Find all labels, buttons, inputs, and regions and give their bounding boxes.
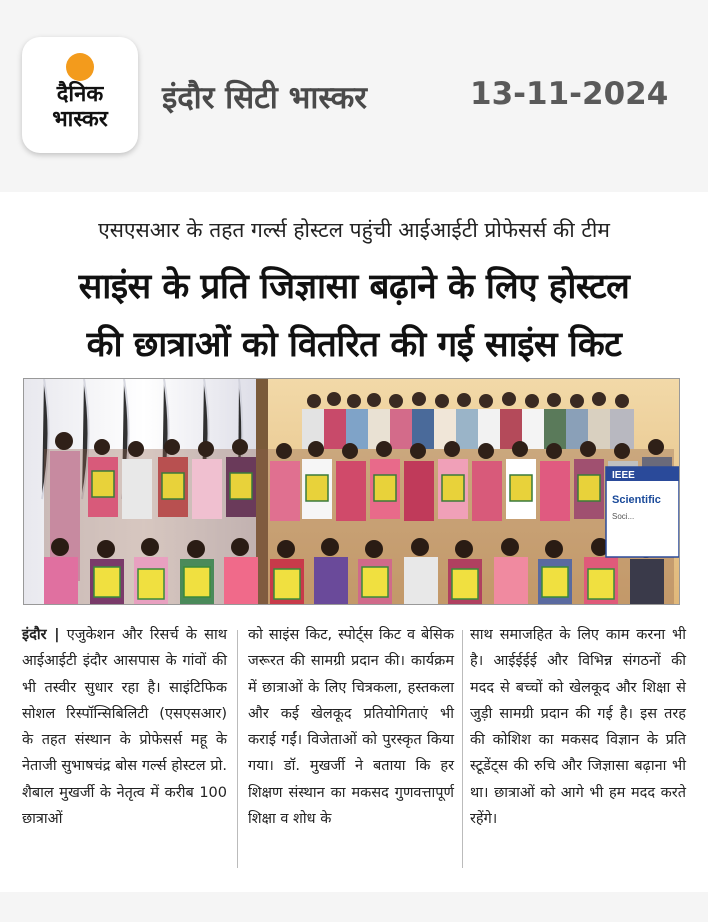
article-kicker: एसएसआर के तहत गर्ल्स होस्टल पहुंची आईआईटी प्रोफेसर्स की टीम bbox=[98, 218, 610, 242]
logo-text-line2: भास्कर bbox=[52, 107, 108, 132]
logo-text-line1: दैनिक bbox=[56, 82, 104, 107]
article-column-3 bbox=[470, 622, 686, 832]
article-column-1 bbox=[22, 622, 227, 832]
headline-line-1: साइंस के प्रति जिज्ञासा बढ़ाने के लिए होस्टल bbox=[78, 267, 630, 307]
banner-org-text: IEEE bbox=[612, 470, 635, 481]
headline-line-2: की छात्राओं को वितरित की गई साइंस किट bbox=[86, 325, 622, 365]
article-column-2 bbox=[248, 622, 454, 832]
article-dateline: इंदौर | bbox=[22, 627, 60, 643]
column-2-text: को साइंस किट, स्पोर्ट्स किट व बेसिक जरूरत की सामग्री प्रदान की। कार्यक्रम में छात्राओं के लिए चित्रकला, हस्तकला और कई खेलकूद प्रतियोगिताएं भी कराई गईं। विजेताओं को पुरस्कृत किया गया। डॉ. मुखर्जी ने बताया कि हर शिक्षण संस्थान का मकसद गुणवत्तापूर्ण शिक्षा व शोध के bbox=[248, 627, 454, 828]
banner-sub-text: Soci... bbox=[612, 512, 635, 521]
dainik-bhaskar-logo bbox=[22, 37, 138, 153]
column-1-text: एजुकेशन और रिसर्च के साथ आईआईटी इंदौर आसपास के गांवों की भी तस्वीर सुधार रहा है। साइंटिफिक सोशल रिस्पॉन्सिबिलिटी (एसएसआर) के तहत संस्थान के प्रोफेसर्स महू के नेताजी सुभाषचंद्र बोस गर्ल्स होस्टल प्रो. शैबाल मुखर्जी के नेतृत्व में करीब 100 छात्राओं bbox=[22, 627, 227, 828]
column-divider bbox=[237, 630, 238, 868]
news-clipping bbox=[0, 192, 708, 892]
banner-word-text: Scientific bbox=[612, 494, 661, 506]
group-photo bbox=[23, 378, 680, 605]
column-divider bbox=[462, 630, 463, 868]
ieee-banner bbox=[606, 467, 679, 557]
sun-icon bbox=[66, 53, 94, 81]
edition-title: इंदौर सिटी भास्कर bbox=[162, 80, 367, 116]
column-3-text: साथ समाजहित के लिए काम करना भी है। आईईईई और विभिन्न संगठनों की मदद से बच्चों को खेलकूद और शिक्षा से जुड़ी सामग्री प्रदान की गई है। इस तरह की कोशिश का मकसद विज्ञान के प्रति स्टूडेंट्स की रुचि और जिज्ञासा बढ़ाना भी था। छात्राओं को आगे भी हम मदद करते रहेंगे। bbox=[470, 627, 686, 828]
edition-date: 13-11-2024 bbox=[470, 76, 669, 112]
